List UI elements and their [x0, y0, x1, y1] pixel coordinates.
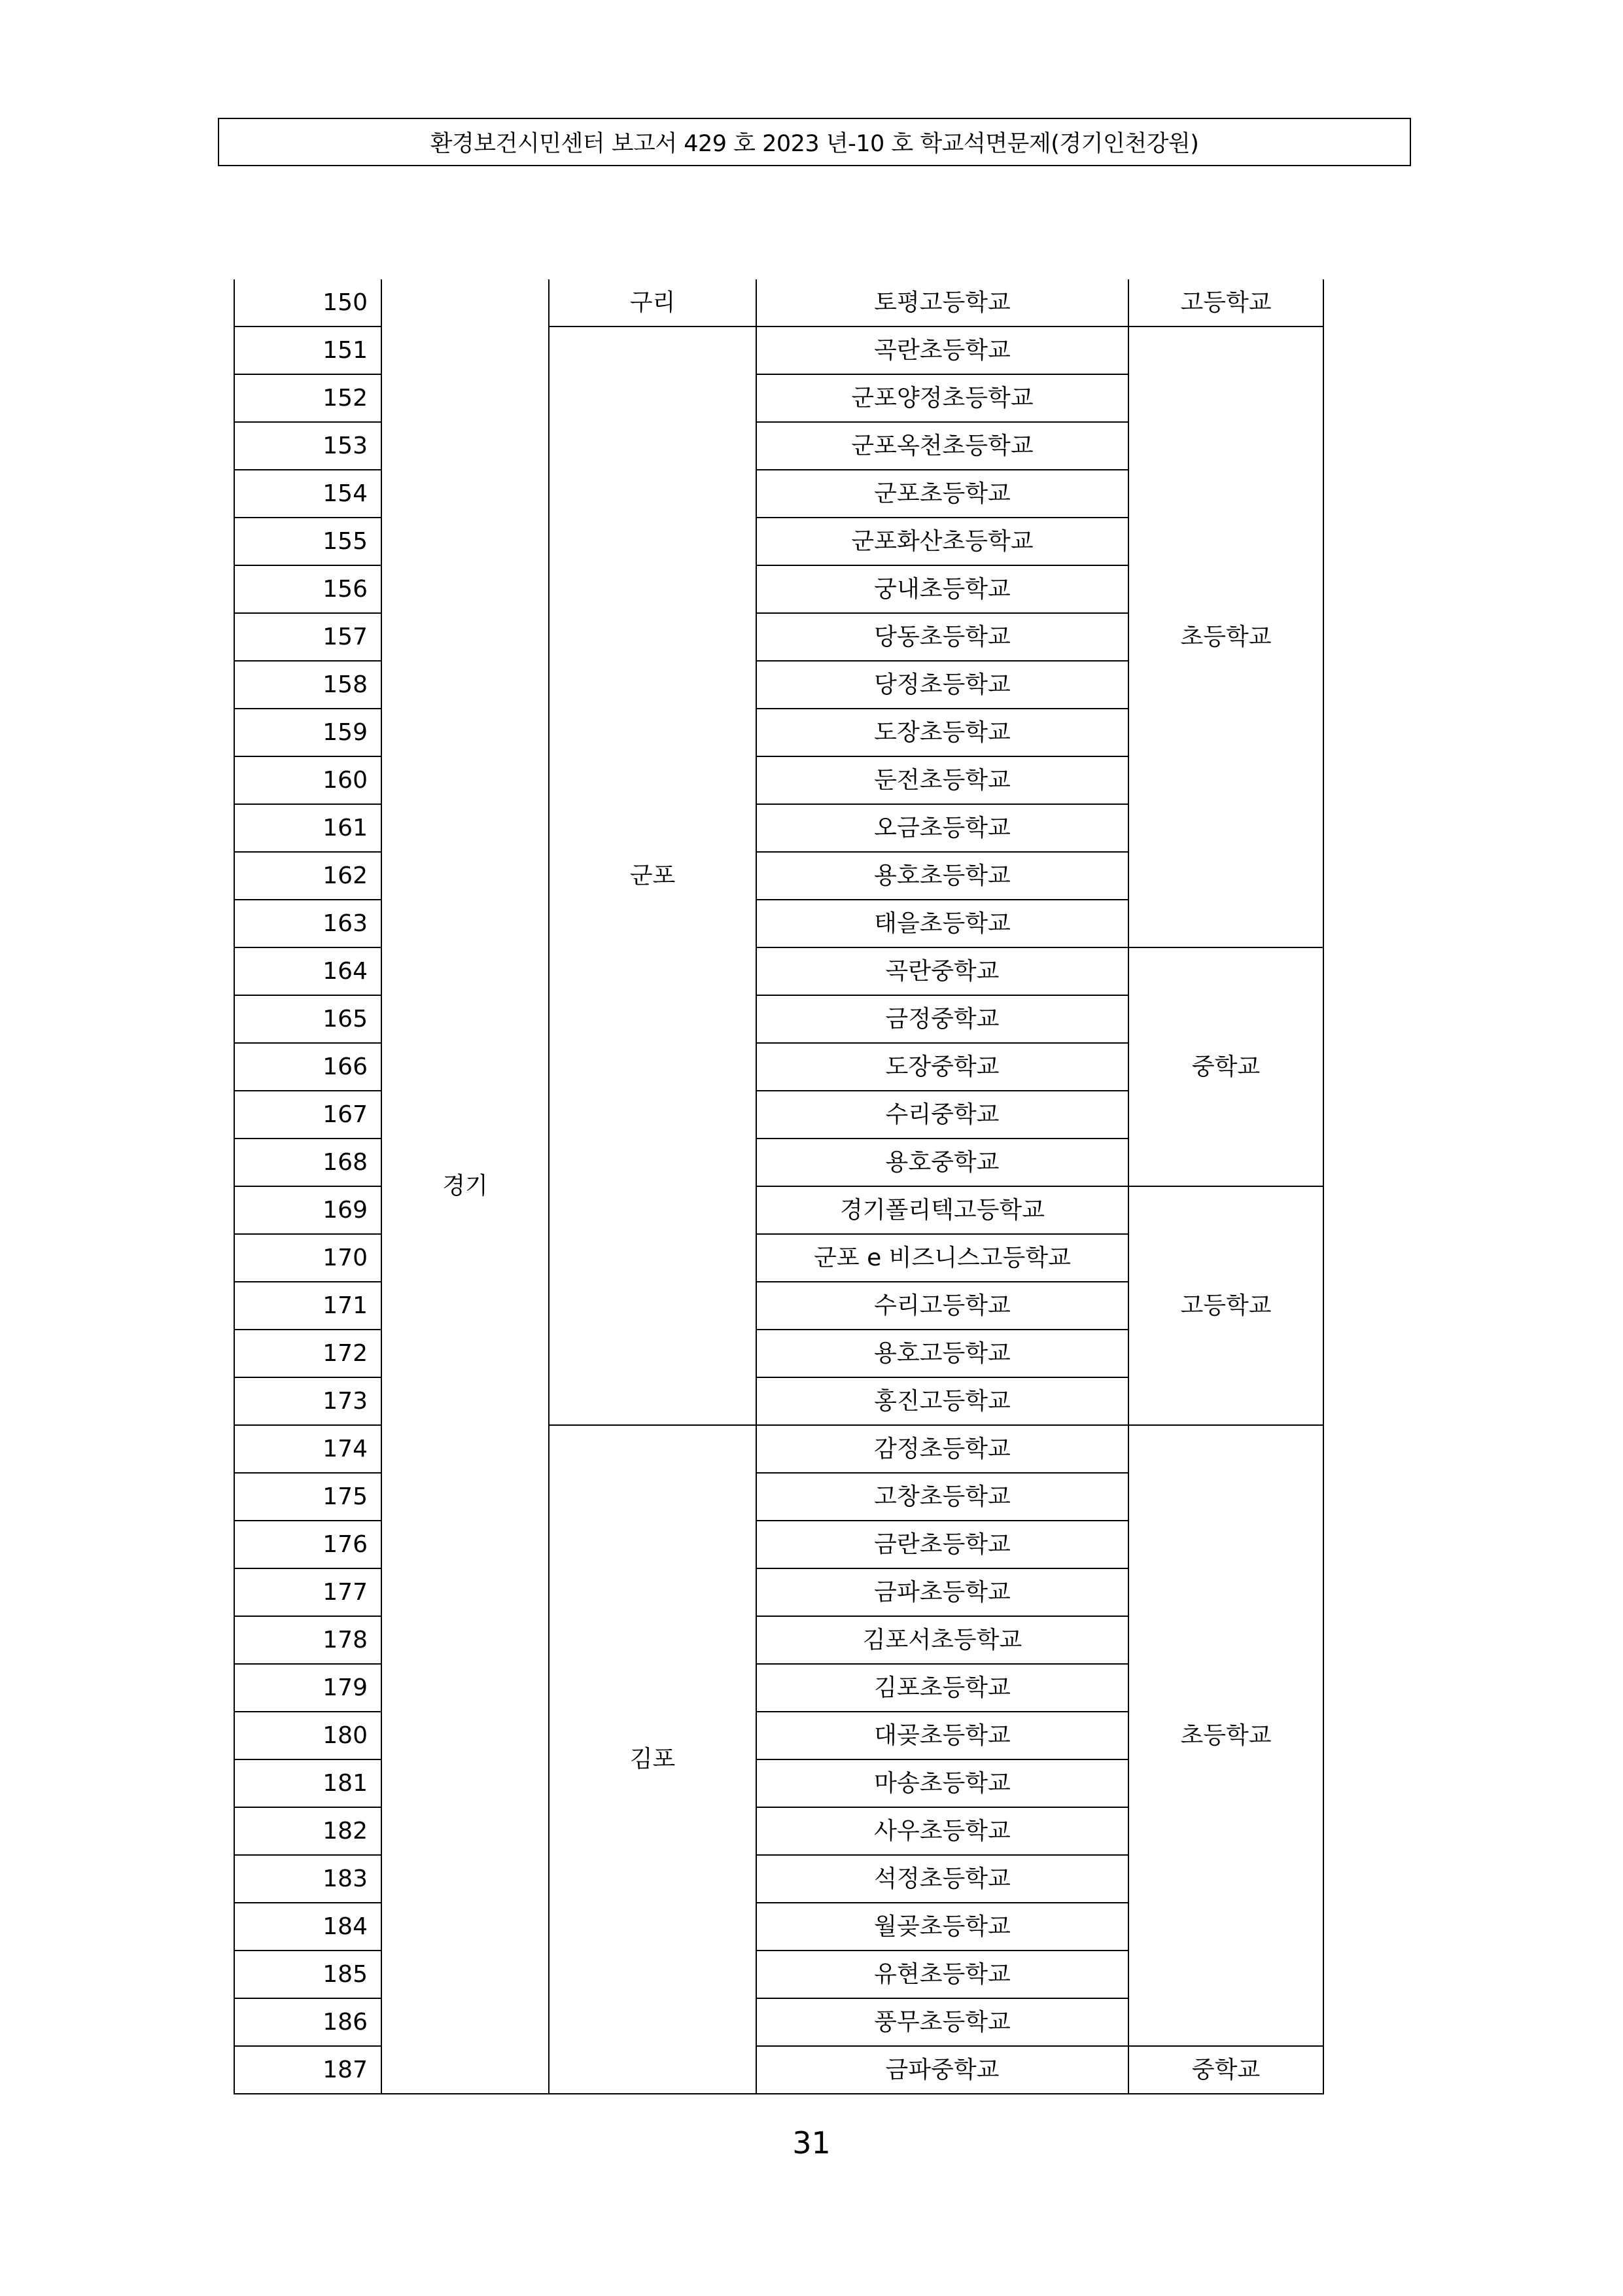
region-cell: 경기	[381, 279, 549, 2094]
row-number-cell: 187	[234, 2046, 381, 2094]
school-name-cell: 곡란중학교	[756, 947, 1128, 995]
row-number-cell: 176	[234, 1521, 381, 1568]
row-number-cell: 166	[234, 1043, 381, 1091]
header-title: 환경보건시민센터 보고서 429 호 2023 년-10 호 학교석면문제(경기인천강원)	[430, 131, 1199, 157]
row-number-cell: 180	[234, 1712, 381, 1759]
school-name-cell: 사우초등학교	[756, 1807, 1128, 1855]
row-number-cell: 167	[234, 1091, 381, 1139]
school-type-cell: 초등학교	[1128, 327, 1323, 947]
school-type-cell: 중학교	[1128, 2046, 1323, 2094]
school-name-cell: 경기폴리텍고등학교	[756, 1186, 1128, 1234]
school-name-cell: 당동초등학교	[756, 613, 1128, 661]
row-number-cell: 183	[234, 1855, 381, 1903]
row-number-cell: 184	[234, 1903, 381, 1951]
school-name-cell: 월곶초등학교	[756, 1903, 1128, 1951]
school-name-cell: 도장중학교	[756, 1043, 1128, 1091]
row-number-cell: 172	[234, 1330, 381, 1377]
school-name-cell: 오금초등학교	[756, 804, 1128, 852]
row-number-cell: 162	[234, 852, 381, 900]
school-name-cell: 토평고등학교	[756, 279, 1128, 327]
school-name-cell: 감정초등학교	[756, 1425, 1128, 1473]
school-name-cell: 유현초등학교	[756, 1951, 1128, 1998]
school-name-cell: 군포 e 비즈니스고등학교	[756, 1234, 1128, 1282]
school-name-cell: 금란초등학교	[756, 1521, 1128, 1568]
school-type-cell: 고등학교	[1128, 1186, 1323, 1425]
school-name-cell: 용호초등학교	[756, 852, 1128, 900]
city-cell: 구리	[549, 279, 756, 327]
row-number-cell: 153	[234, 422, 381, 470]
row-number-cell: 164	[234, 947, 381, 995]
school-name-cell: 홍진고등학교	[756, 1377, 1128, 1425]
row-number-cell: 178	[234, 1616, 381, 1664]
row-number-cell: 186	[234, 1998, 381, 2046]
school-name-cell: 군포화산초등학교	[756, 518, 1128, 565]
school-name-cell: 금정중학교	[756, 995, 1128, 1043]
row-number-cell: 182	[234, 1807, 381, 1855]
city-cell: 김포	[549, 1425, 756, 2094]
school-name-cell: 수리고등학교	[756, 1282, 1128, 1330]
running-header	[218, 118, 1411, 166]
row-number-cell: 179	[234, 1664, 381, 1712]
school-name-cell: 궁내초등학교	[756, 565, 1128, 613]
row-number-cell: 173	[234, 1377, 381, 1425]
school-type-cell: 초등학교	[1128, 1425, 1323, 2046]
row-number-cell: 168	[234, 1139, 381, 1186]
row-number-cell: 151	[234, 327, 381, 374]
row-number-cell: 171	[234, 1282, 381, 1330]
school-name-cell: 태을초등학교	[756, 900, 1128, 947]
city-cell: 군포	[549, 327, 756, 1425]
school-name-cell: 마송초등학교	[756, 1759, 1128, 1807]
school-type-cell: 고등학교	[1128, 279, 1323, 327]
row-number-cell: 170	[234, 1234, 381, 1282]
school-name-cell: 당정초등학교	[756, 661, 1128, 709]
row-number-cell: 185	[234, 1951, 381, 1998]
school-name-cell: 용호중학교	[756, 1139, 1128, 1186]
row-number-cell: 169	[234, 1186, 381, 1234]
row-number-cell: 163	[234, 900, 381, 947]
school-name-cell: 금파초등학교	[756, 1568, 1128, 1616]
school-name-cell: 대곶초등학교	[756, 1712, 1128, 1759]
school-name-cell: 고창초등학교	[756, 1473, 1128, 1521]
row-number-cell: 152	[234, 374, 381, 422]
school-name-cell: 곡란초등학교	[756, 327, 1128, 374]
school-name-cell: 김포서초등학교	[756, 1616, 1128, 1664]
row-number-cell: 154	[234, 470, 381, 518]
row-number-cell: 165	[234, 995, 381, 1043]
school-name-cell: 둔전초등학교	[756, 756, 1128, 804]
row-number-cell: 159	[234, 709, 381, 756]
row-number-cell: 156	[234, 565, 381, 613]
row-number-cell: 158	[234, 661, 381, 709]
row-number-cell: 177	[234, 1568, 381, 1616]
row-number-cell: 155	[234, 518, 381, 565]
school-name-cell: 석정초등학교	[756, 1855, 1128, 1903]
row-number-cell: 150	[234, 279, 381, 327]
row-number-cell: 161	[234, 804, 381, 852]
school-name-cell: 도장초등학교	[756, 709, 1128, 756]
school-name-cell: 군포양정초등학교	[756, 374, 1128, 422]
school-type-cell: 중학교	[1128, 947, 1323, 1186]
table-row	[234, 279, 1323, 327]
school-name-cell: 금파중학교	[756, 2046, 1128, 2094]
row-number-cell: 174	[234, 1425, 381, 1473]
row-number-cell: 181	[234, 1759, 381, 1807]
row-number-cell: 157	[234, 613, 381, 661]
school-name-cell: 풍무초등학교	[756, 1998, 1128, 2046]
school-name-cell: 김포초등학교	[756, 1664, 1128, 1712]
page-number: 31	[792, 2125, 831, 2161]
school-asbestos-table	[234, 279, 1324, 2094]
school-name-cell: 군포초등학교	[756, 470, 1128, 518]
school-name-cell: 군포옥천초등학교	[756, 422, 1128, 470]
row-number-cell: 160	[234, 756, 381, 804]
school-name-cell: 용호고등학교	[756, 1330, 1128, 1377]
row-number-cell: 175	[234, 1473, 381, 1521]
school-name-cell: 수리중학교	[756, 1091, 1128, 1139]
